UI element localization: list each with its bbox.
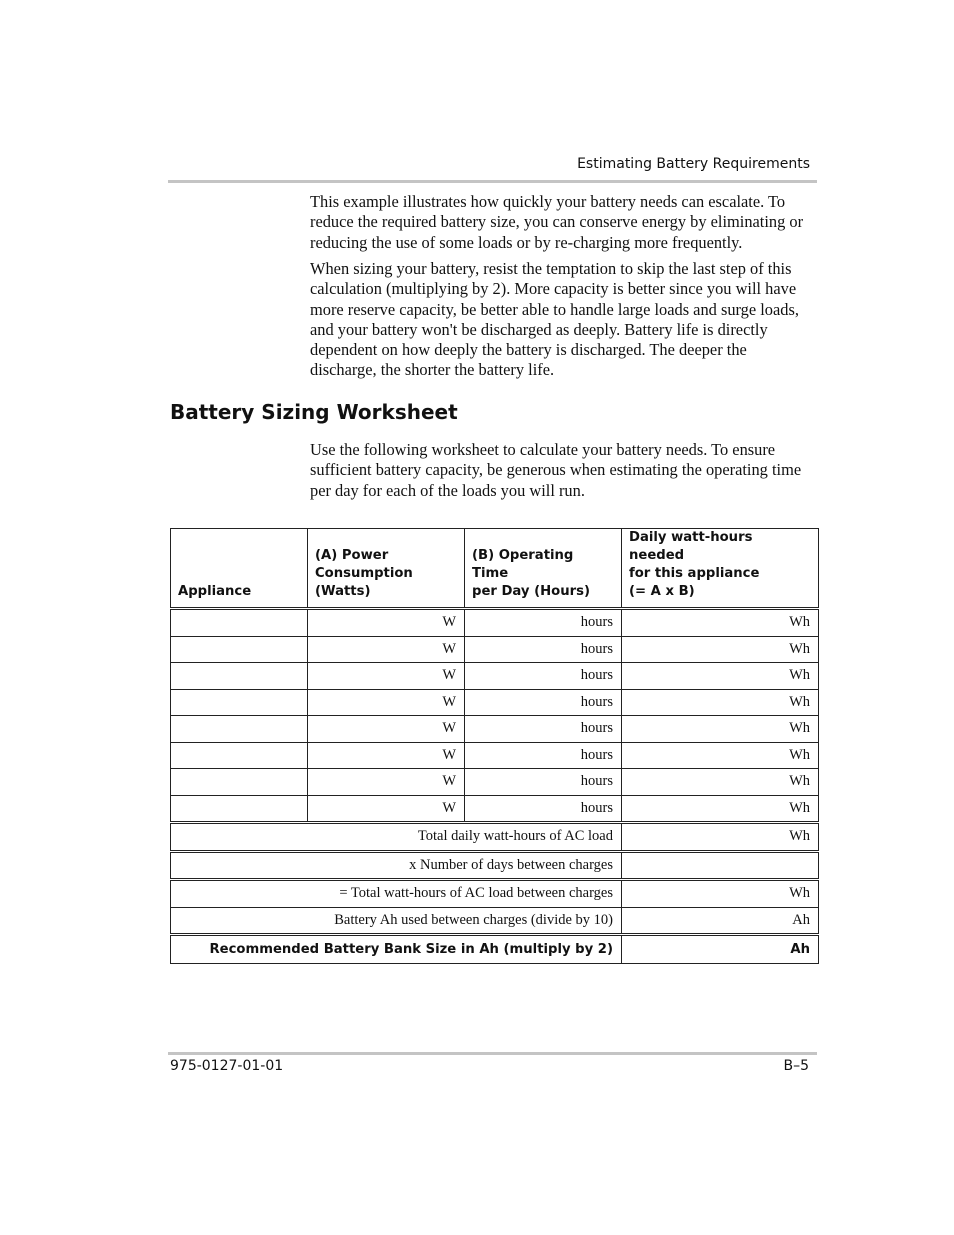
footer-rule [168,1052,817,1055]
header-daily-watt-hours: Daily watt-hours needed for this appliance (= A x B) [622,529,819,609]
watt-hours-cell[interactable]: Wh [622,769,819,796]
appliance-row [171,689,819,716]
watts-cell[interactable]: W [308,795,465,823]
header-power: (A) Power Consumption (Watts) [308,529,465,609]
appliance-row [171,636,819,663]
appliance-cell[interactable] [171,769,308,796]
days-between-label: x Number of days between charges [171,851,622,880]
hours-cell[interactable]: hours [465,609,622,637]
intro-paragraph-2: When sizing your battery, resist the temptation to skip the last step of this calculation (multiplying by 2). More capacity is better since you will have more reserve capacity, be better able to handle large loads and surge loads, and your battery won't be discharged as deeply. Battery life is directly dependent on how deeply the battery is discharged. The deeper the discharge, the shorter the battery life. [310,259,799,380]
section-paragraph: Use the following worksheet to calculate your battery needs. To ensure sufficient battery capacity, be generous when estimating the operating time per day for each of the loads you will run. [310,440,802,500]
watt-hours-cell[interactable]: Wh [622,663,819,690]
page-number: B–5 [783,1058,809,1074]
document-number: 975-0127-01-01 [170,1058,284,1074]
hours-cell[interactable]: hours [465,689,622,716]
appliance-cell[interactable] [171,716,308,743]
hours-cell[interactable]: hours [465,636,622,663]
watt-hours-cell[interactable]: Wh [622,636,819,663]
watts-cell[interactable]: W [308,689,465,716]
watts-cell[interactable]: W [308,609,465,637]
hours-cell[interactable]: hours [465,795,622,823]
battery-sizing-worksheet [170,528,819,964]
appliance-row [171,742,819,769]
watt-hours-cell[interactable]: Wh [622,795,819,823]
total-daily-value[interactable]: Wh [622,823,819,852]
recommended-row [171,935,819,964]
ah-used-label: Battery Ah used between charges (divide by 10) [171,907,622,935]
section-title: Battery Sizing Worksheet [170,400,458,424]
appliance-cell[interactable] [171,636,308,663]
running-header-title: Estimating Battery Requirements [577,156,810,172]
watts-cell[interactable]: W [308,663,465,690]
watt-hours-cell[interactable]: Wh [622,689,819,716]
hours-cell[interactable]: hours [465,663,622,690]
total-between-row [171,880,819,908]
header-appliance: Appliance [171,529,308,609]
appliance-row [171,609,819,637]
intro-paragraph-1: This example illustrates how quickly your battery needs can escalate. To reduce the required battery size, you can conserve energy by eliminating or reducing the use of some loads or by re-charging more frequently. [310,192,804,252]
ah-used-row [171,907,819,935]
appliance-row [171,795,819,823]
watts-cell[interactable]: W [308,636,465,663]
header-operating-time: (B) Operating Time per Day (Hours) [465,529,622,609]
total-between-label: = Total watt-hours of AC load between charges [171,880,622,908]
appliance-cell[interactable] [171,742,308,769]
appliance-cell[interactable] [171,609,308,637]
hours-cell[interactable]: hours [465,716,622,743]
watt-hours-cell[interactable]: Wh [622,609,819,637]
appliance-row [171,663,819,690]
appliance-row [171,769,819,796]
ah-used-value[interactable]: Ah [622,907,819,935]
watt-hours-cell[interactable]: Wh [622,716,819,743]
appliance-cell[interactable] [171,663,308,690]
recommended-label: Recommended Battery Bank Size in Ah (multiply by 2) [171,935,622,964]
hours-cell[interactable]: hours [465,769,622,796]
appliance-cell[interactable] [171,795,308,823]
total-daily-row [171,823,819,852]
header-rule [168,180,817,183]
days-between-value[interactable] [622,851,819,880]
watts-cell[interactable]: W [308,716,465,743]
total-between-value[interactable]: Wh [622,880,819,908]
appliance-row [171,716,819,743]
watts-cell[interactable]: W [308,769,465,796]
total-daily-label: Total daily watt-hours of AC load [171,823,622,852]
days-between-row [171,851,819,880]
appliance-cell[interactable] [171,689,308,716]
watt-hours-cell[interactable]: Wh [622,742,819,769]
hours-cell[interactable]: hours [465,742,622,769]
worksheet-header-row [171,529,819,609]
watts-cell[interactable]: W [308,742,465,769]
recommended-value[interactable]: Ah [622,935,819,964]
